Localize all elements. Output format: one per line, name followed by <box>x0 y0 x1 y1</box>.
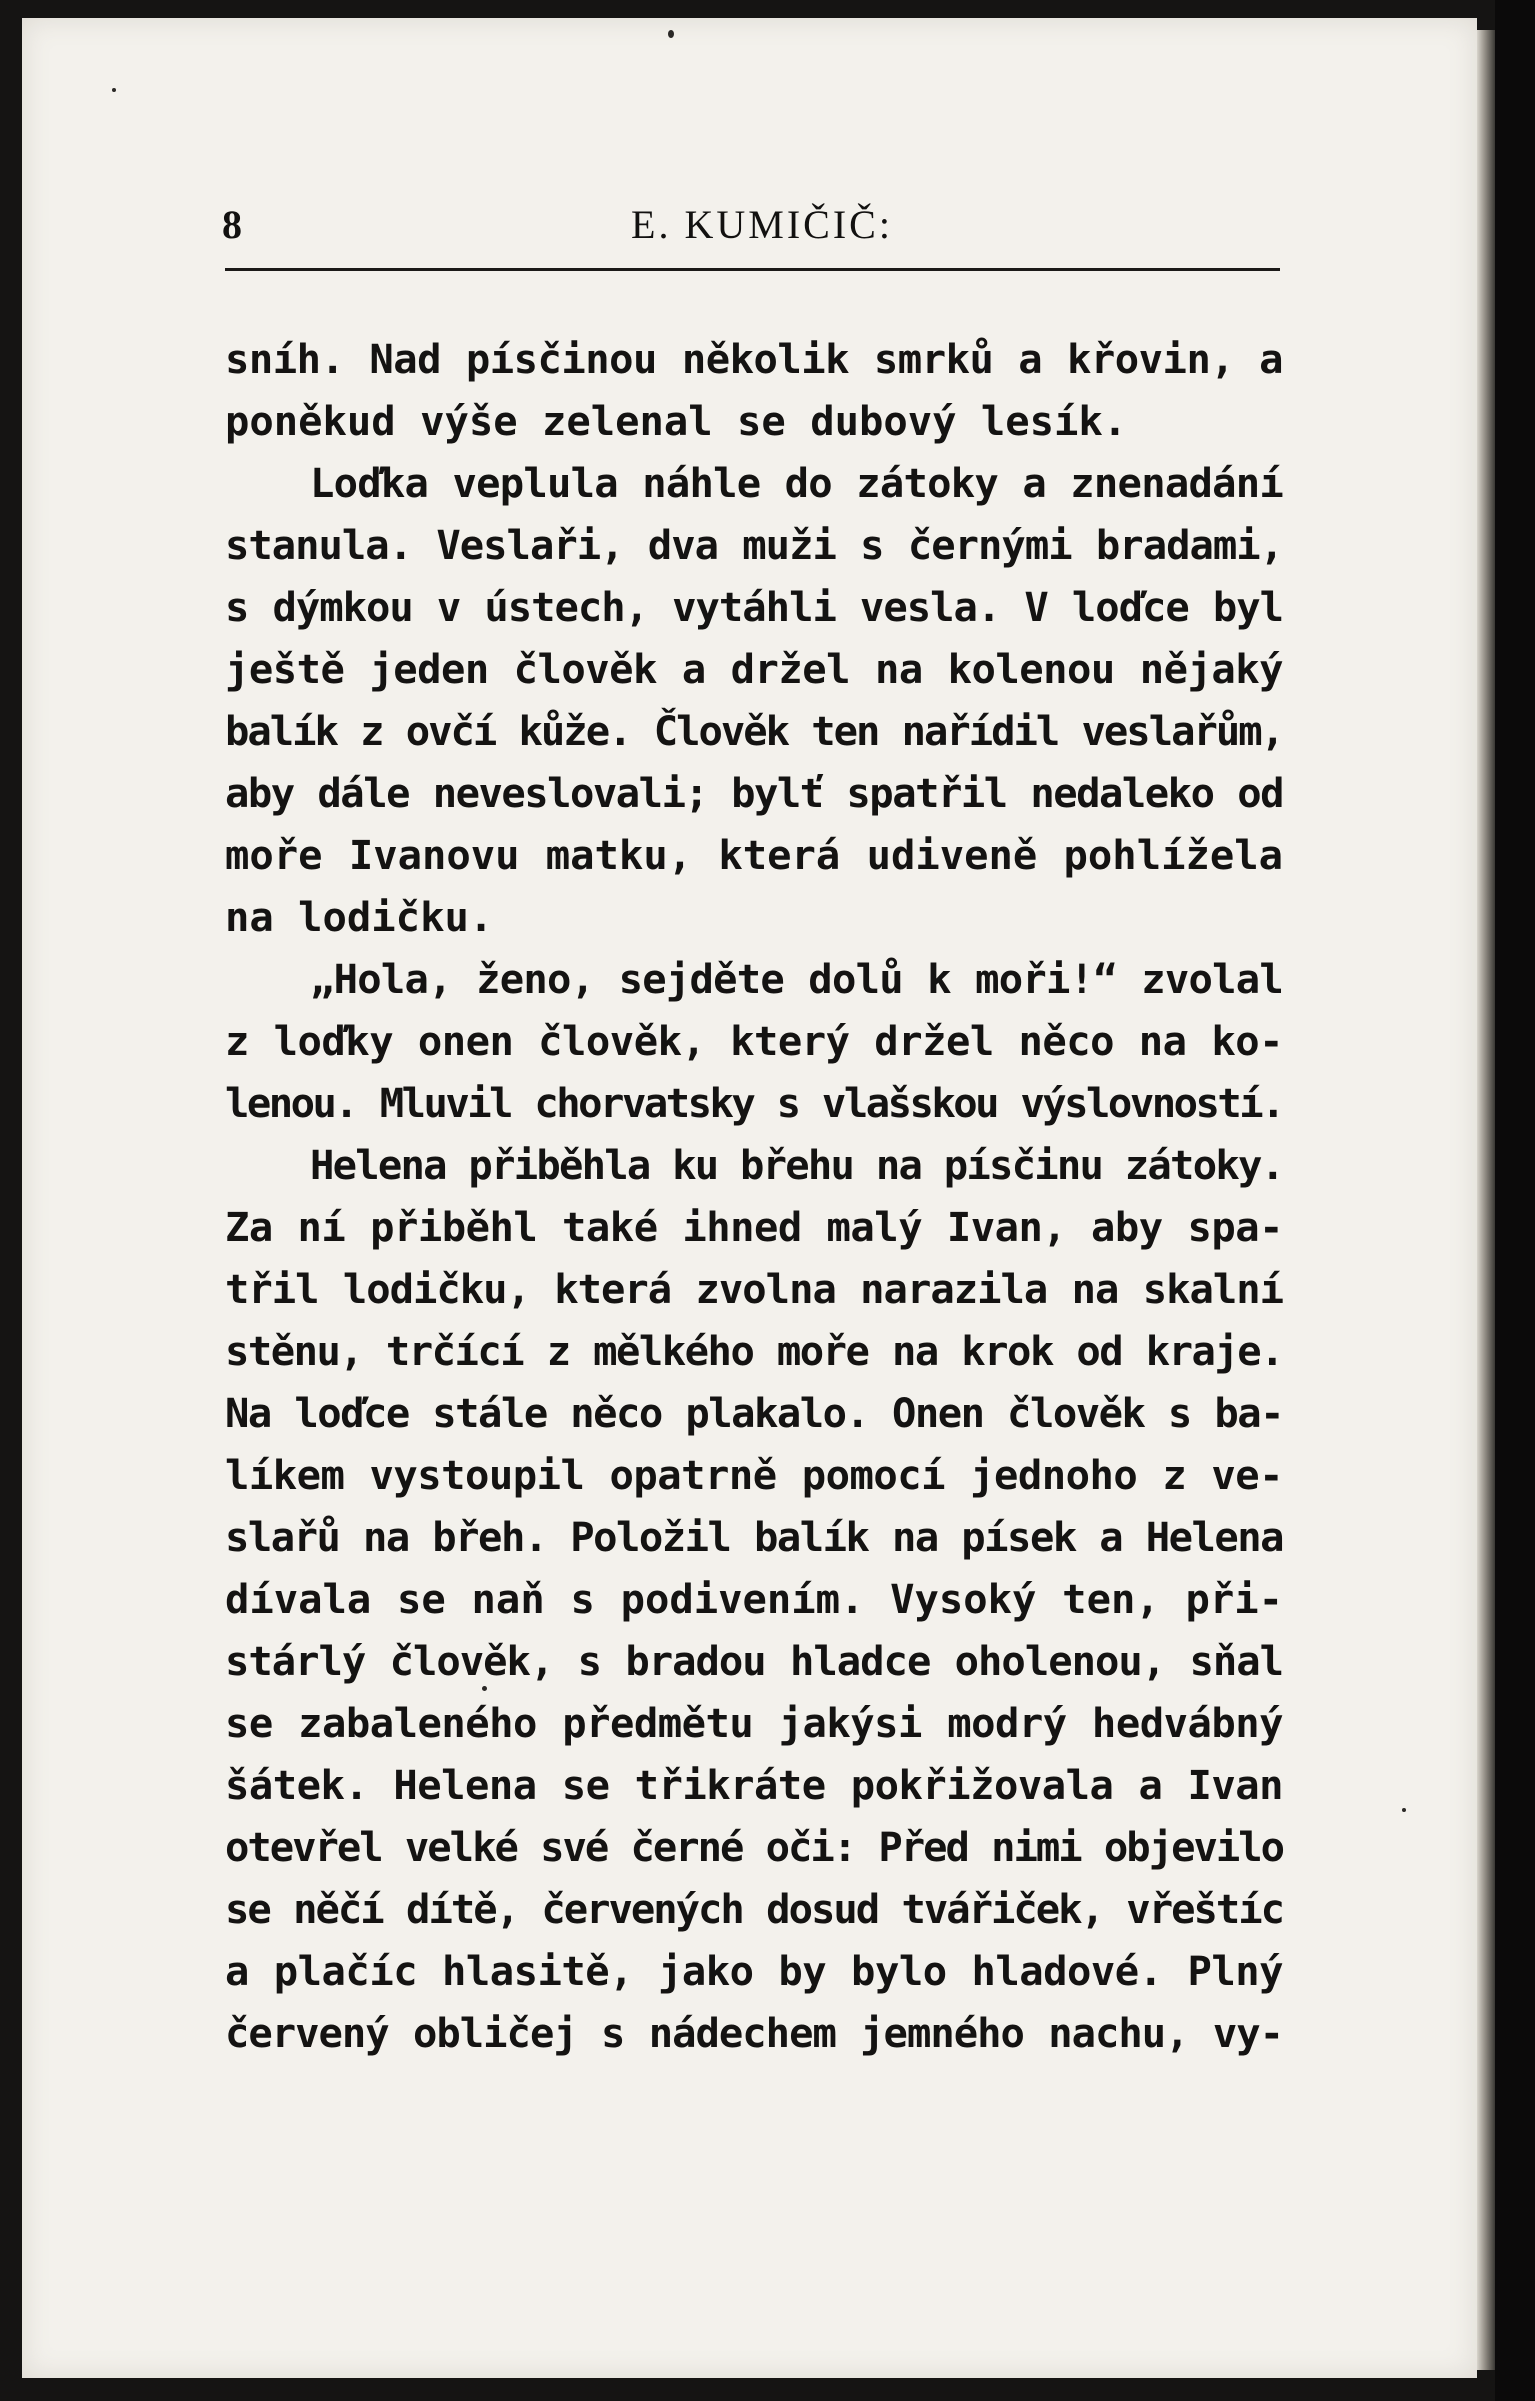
text-line: moře Ivanovu matku, která udiveně pohlížela <box>225 831 1283 879</box>
text-line: Na loďce stále něco plakalo. Onen člověk s ba- <box>225 1389 1283 1437</box>
text-line: stěnu, trčící z mělkého moře na krok od kraje. <box>225 1327 1283 1375</box>
text-line: se zabaleného předmětu jakýsi modrý hedvábný <box>225 1699 1283 1747</box>
text-line: „Hola, ženo, sejděte dolů k moři!“ zvolal <box>310 955 1283 1003</box>
text-line: poněkud výše zelenal se dubový lesík. <box>225 397 1128 445</box>
text-line: líkem vystoupil opatrně pomocí jednoho z ve- <box>225 1451 1283 1499</box>
text-line: stanula. Veslaři, dva muži s černými bradami, <box>225 521 1283 569</box>
text-line: s dýmkou v ústech, vytáhli vesla. V loďce byl <box>225 583 1283 631</box>
page-number: 8 <box>222 202 242 247</box>
text-line: lenou. Mluvil chorvatsky s vlašskou výslovností. <box>225 1079 1283 1127</box>
paper-speck <box>1402 1808 1406 1812</box>
body-text <box>225 328 1283 2064</box>
paper-speck <box>668 30 674 38</box>
header-rule <box>225 268 1280 271</box>
page-edge-shadow <box>1477 30 1495 2370</box>
text-line: se něčí dítě, červených dosud tvářiček, vřeštíc <box>225 1885 1283 1933</box>
text-line: šátek. Helena se třikráte pokřižovala a Ivan <box>225 1761 1283 1809</box>
text-line: třil lodičku, která zvolna narazila na skalní <box>225 1265 1283 1313</box>
text-line: Loďka veplula náhle do zátoky a znenadání <box>310 459 1283 507</box>
text-line: z loďky onen člověk, který držel něco na ko- <box>225 1017 1283 1065</box>
text-line: na lodičku. <box>225 893 494 941</box>
page-header <box>222 195 1280 255</box>
text-line: Za ní přiběhl také ihned malý Ivan, aby spa- <box>225 1203 1283 1251</box>
running-title: E. KUMIČIČ: <box>631 202 893 247</box>
text-line: ještě jeden člověk a držel na kolenou nějaký <box>225 645 1283 693</box>
text-line: Helena přiběhla ku břehu na písčinu zátoky. <box>310 1141 1284 1189</box>
paper-speck <box>112 88 116 92</box>
text-line: sníh. Nad písčinou několik smrků a křovin, a <box>225 335 1283 383</box>
text-line: stárlý člověk, s bradou hladce oholenou, sňal <box>225 1637 1283 1685</box>
text-line: červený obličej s nádechem jemného nachu, vy- <box>225 2009 1283 2057</box>
text-line: otevřel velké své černé oči: Před nimi objevilo <box>225 1823 1283 1871</box>
text-line: dívala se naň s podivením. Vysoký ten, při- <box>225 1575 1283 1623</box>
binding-gutter <box>1495 0 1535 2401</box>
text-line: slařů na břeh. Položil balík na písek a Helena <box>225 1513 1283 1561</box>
text-line: a plačíc hlasitě, jako by bylo hladové. Plný <box>225 1947 1283 1995</box>
text-line: aby dále neveslovali; bylť spatřil nedaleko od <box>225 769 1283 817</box>
text-line: balík z ovčí kůže. Člověk ten nařídil veslařům, <box>225 707 1283 755</box>
